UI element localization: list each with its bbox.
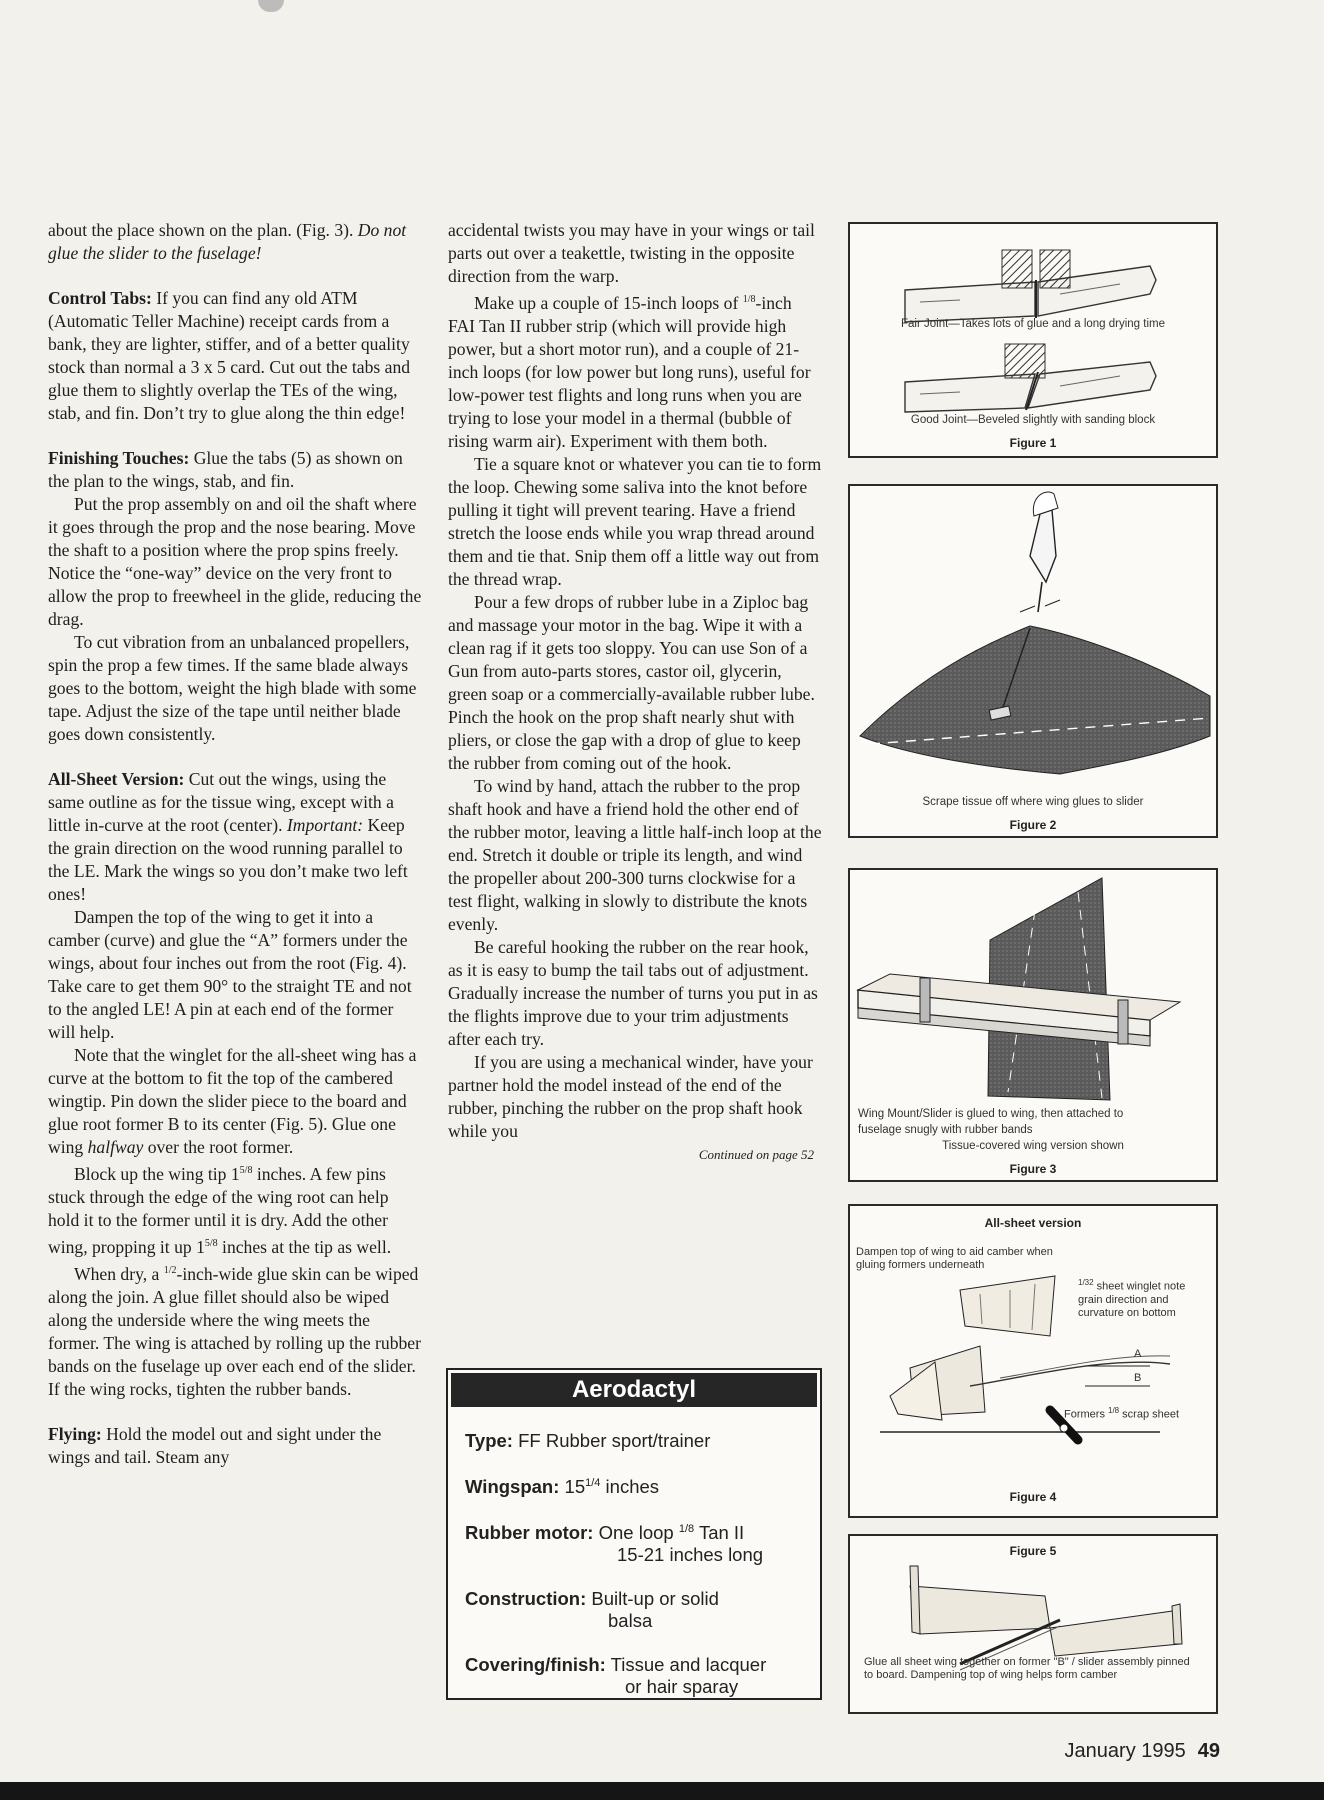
figure-1-caption-fair-joint: Fair Joint—Takes lots of glue and a long drying time: [901, 318, 1165, 330]
figure-4-label: Figure 4: [1009, 1490, 1057, 1504]
paragraph: If you are using a mechanical winder, have your partner hold the model instead of the end of the rubber, pinching the rubber on the prop shaft hook while you: [448, 1051, 813, 1141]
figure-3-caption-3: Tissue-covered wing version shown: [942, 1140, 1124, 1152]
page-number: 49: [1197, 1740, 1220, 1762]
figure-4-marker-a: A: [1134, 1348, 1142, 1360]
article-column-2: [448, 219, 822, 1166]
figure-4-title: All-sheet version: [984, 1216, 1082, 1230]
paragraph: Make up a couple of 15-inch loops of $^{1/8}$-inch FAI Tan II rubber strip (which will provide high power, but a short motor run), and a couple of 21-inch loops (for low power but long runs), useful for low-power test flights and long runs when you are trying to lose your model in a thermal (bubble of rising warm air). Experiment with them both.: [448, 292, 811, 451]
figure-4-marker-b: B: [1134, 1372, 1142, 1384]
spec-construction: Construction: Built-up or solid balsa: [465, 1588, 719, 1631]
issue-date: January 1995: [1064, 1740, 1186, 1762]
wing-scraping-illustration: [850, 486, 1216, 836]
paragraph-flying: Flying: Hold the model out and sight under the wings and tail. Steam any: [48, 1423, 382, 1467]
figure-5-label: Figure 5: [1009, 1544, 1057, 1558]
paragraph: Tie a square knot or whatever you can tie to form the loop. Chewing some saliva into the knot before pulling it tight will prevent tearing. Have a friend stretch the loose ends while you wrap thread around them and tie that. Snip them off a little way out from the thread wrap.: [448, 453, 822, 589]
paragraph: To cut vibration from an unbalanced propellers, spin the prop a few times. If the same blade always goes to the bottom, weight the high blade with some tape. Adjust the size of the tape until neither blade goes down consistently.: [48, 632, 417, 744]
figure-2: [848, 484, 1218, 838]
paragraph: When dry, a $^{1/2}$-inch-wide glue skin can be wiped along the join. A glue fillet should also be wiped along the underside where the wing meets the former. The wing is attached by rolling up the rubber bands on the fuselage up over each end of the slider. If the wing rocks, tighten the rubber bands.: [48, 1263, 421, 1399]
figure-2-label: Figure 2: [1009, 818, 1057, 832]
figure-1-caption-good-joint: Good Joint—Beveled slightly with sanding block: [910, 414, 1156, 426]
figure-4-note-winglet: $^{1/32}$ sheet winglet note grain direction and curvature on bottom: [1078, 1278, 1186, 1319]
figure-3-caption-2: fuselage snugly with rubber bands: [858, 1124, 1033, 1136]
spec-covering: Covering/finish: Tissue and lacquer or hair sparay: [465, 1654, 767, 1697]
figure-3: [848, 868, 1218, 1182]
figure-3-label: Figure 3: [1009, 1162, 1057, 1176]
printing-mark: [258, 0, 284, 12]
figure-4-formers-note: Formers $^{1/8}$ scrap sheet: [1064, 1406, 1180, 1421]
wing-assembly-illustration: [850, 1536, 1216, 1712]
paragraph: Dampen the top of the wing to get it into a camber (curve) and glue the “A” formers under the wings, about four inches out from the root (Fig. 4). Take care to get them 90° to the straight TE and not to the angled LE! A pin at each end of the former will help.: [48, 907, 412, 1042]
figure-5: [848, 1534, 1218, 1714]
spec-wingspan: Wingspan: $15^{1/4}$ inches: [465, 1476, 660, 1497]
scan-border: [0, 1782, 1324, 1800]
paragraph: Put the prop assembly on and oil the shaft where it goes through the prop and the nose bearing. Move the shaft to a position where the prop spins freely. Notice the “one-way” device on the very front to allow the prop to freewheel in the glide, reducing the drag.: [48, 494, 422, 629]
paragraph: Pour a few drops of rubber lube in a Ziploc bag and massage your motor in the bag. Wipe it with a clean rag if it gets too sloppy. You can use Son of a Gun from auto-parts stores, castor oil, glycerin, green soap or a commercially-available rubber lube. Pinch the hook on the prop shaft nearly shut with pliers, or close the gap with a drop of glue to keep the rubber from coming out of the hook.: [448, 591, 815, 773]
figure-4-note-dampen: Dampen top of wing to aid camber when gluing formers underneath: [856, 1246, 1053, 1271]
spec-box: [446, 1368, 822, 1700]
paragraph-all-sheet-version: All-Sheet Version: Cut out the wings, using the same outline as for the tissue wing, except with a little in-curve at the root (center). Important: Keep the grain direction on the wood running parallel to the LE. Mark the wings so you don’t make two left ones!: [48, 769, 408, 904]
figure-5-caption: Glue all sheet wing together on former "B" / slider assembly pinned to board. Dampening top of wing helps form camber: [864, 1656, 1190, 1681]
spec-type: Type: FF Rubber sport/trainer: [465, 1430, 711, 1451]
spec-title: Aerodactyl: [451, 1373, 817, 1407]
continued-note: Continued on page 52: [698, 1146, 814, 1162]
figure-1: [848, 222, 1218, 458]
paragraph-finishing-touches: Finishing Touches: Glue the tabs (5) as shown on the plan to the wings, stab, and fin.: [48, 448, 403, 491]
article-column-1: [48, 219, 422, 1469]
spec-rubber-motor: Rubber motor: One loop $^{1/8}$ Tan II 15-21 inches long: [465, 1522, 764, 1565]
paragraph: about the place shown on the plan. (Fig. 3). Do not glue the slider to the fuselage!: [48, 220, 407, 263]
paragraph: Note that the winglet for the all-sheet wing has a curve at the bottom to fit the top of the cambered wingtip. Pin down the slider piece to the board and glue root former B to its center (Fig. 5). Glue one wing halfway over the root former.: [48, 1045, 417, 1157]
paragraph: To wind by hand, attach the rubber to the prop shaft hook and have a friend hold the other end of the rubber motor, leaving a little half-inch loop at the end. Stretch it double or triple its length, and wind the propeller about 200-300 turns clockwise for a test flight, walking in slowly to distribute the knots evenly.: [448, 775, 822, 934]
paragraph: Block up the wing tip $1^{5/8}$ inches. A few pins stuck through the edge of the wing root can help hold it to the former until it is dry. Add the other wing, propping it up $1^{5/8}$ inches at the tip as well.: [48, 1163, 392, 1257]
figure-3-caption-1: Wing Mount/Slider is glued to wing, then attached to: [858, 1108, 1124, 1120]
figure-2-caption: Scrape tissue off where wing glues to slider: [922, 796, 1144, 808]
page-footer: [1065, 1740, 1220, 1763]
paragraph: Be careful hooking the rubber on the rear hook, as it is easy to bump the tail tabs out of adjustment. Gradually increase the number of turns you put in as the flights improve due to your trim adjustments after each try.: [448, 936, 818, 1049]
figure-4: [848, 1204, 1218, 1518]
figure-1-label: Figure 1: [1009, 436, 1057, 450]
paragraph: accidental twists you may have in your wings or tail parts out over a teakettle, twisting in the opposite direction from the warp.: [448, 220, 815, 286]
paragraph-control-tabs: Control Tabs: If you can find any old ATM (Automatic Teller Machine) receipt cards from a bank, they are lighter, stiffer, and of a better quality stock than normal a 3 x 5 card. Cut out the tabs and glue them to slightly overlap the TEs of the wing, stab, and fin. Don’t try to glue along the thin edge!: [48, 288, 411, 423]
